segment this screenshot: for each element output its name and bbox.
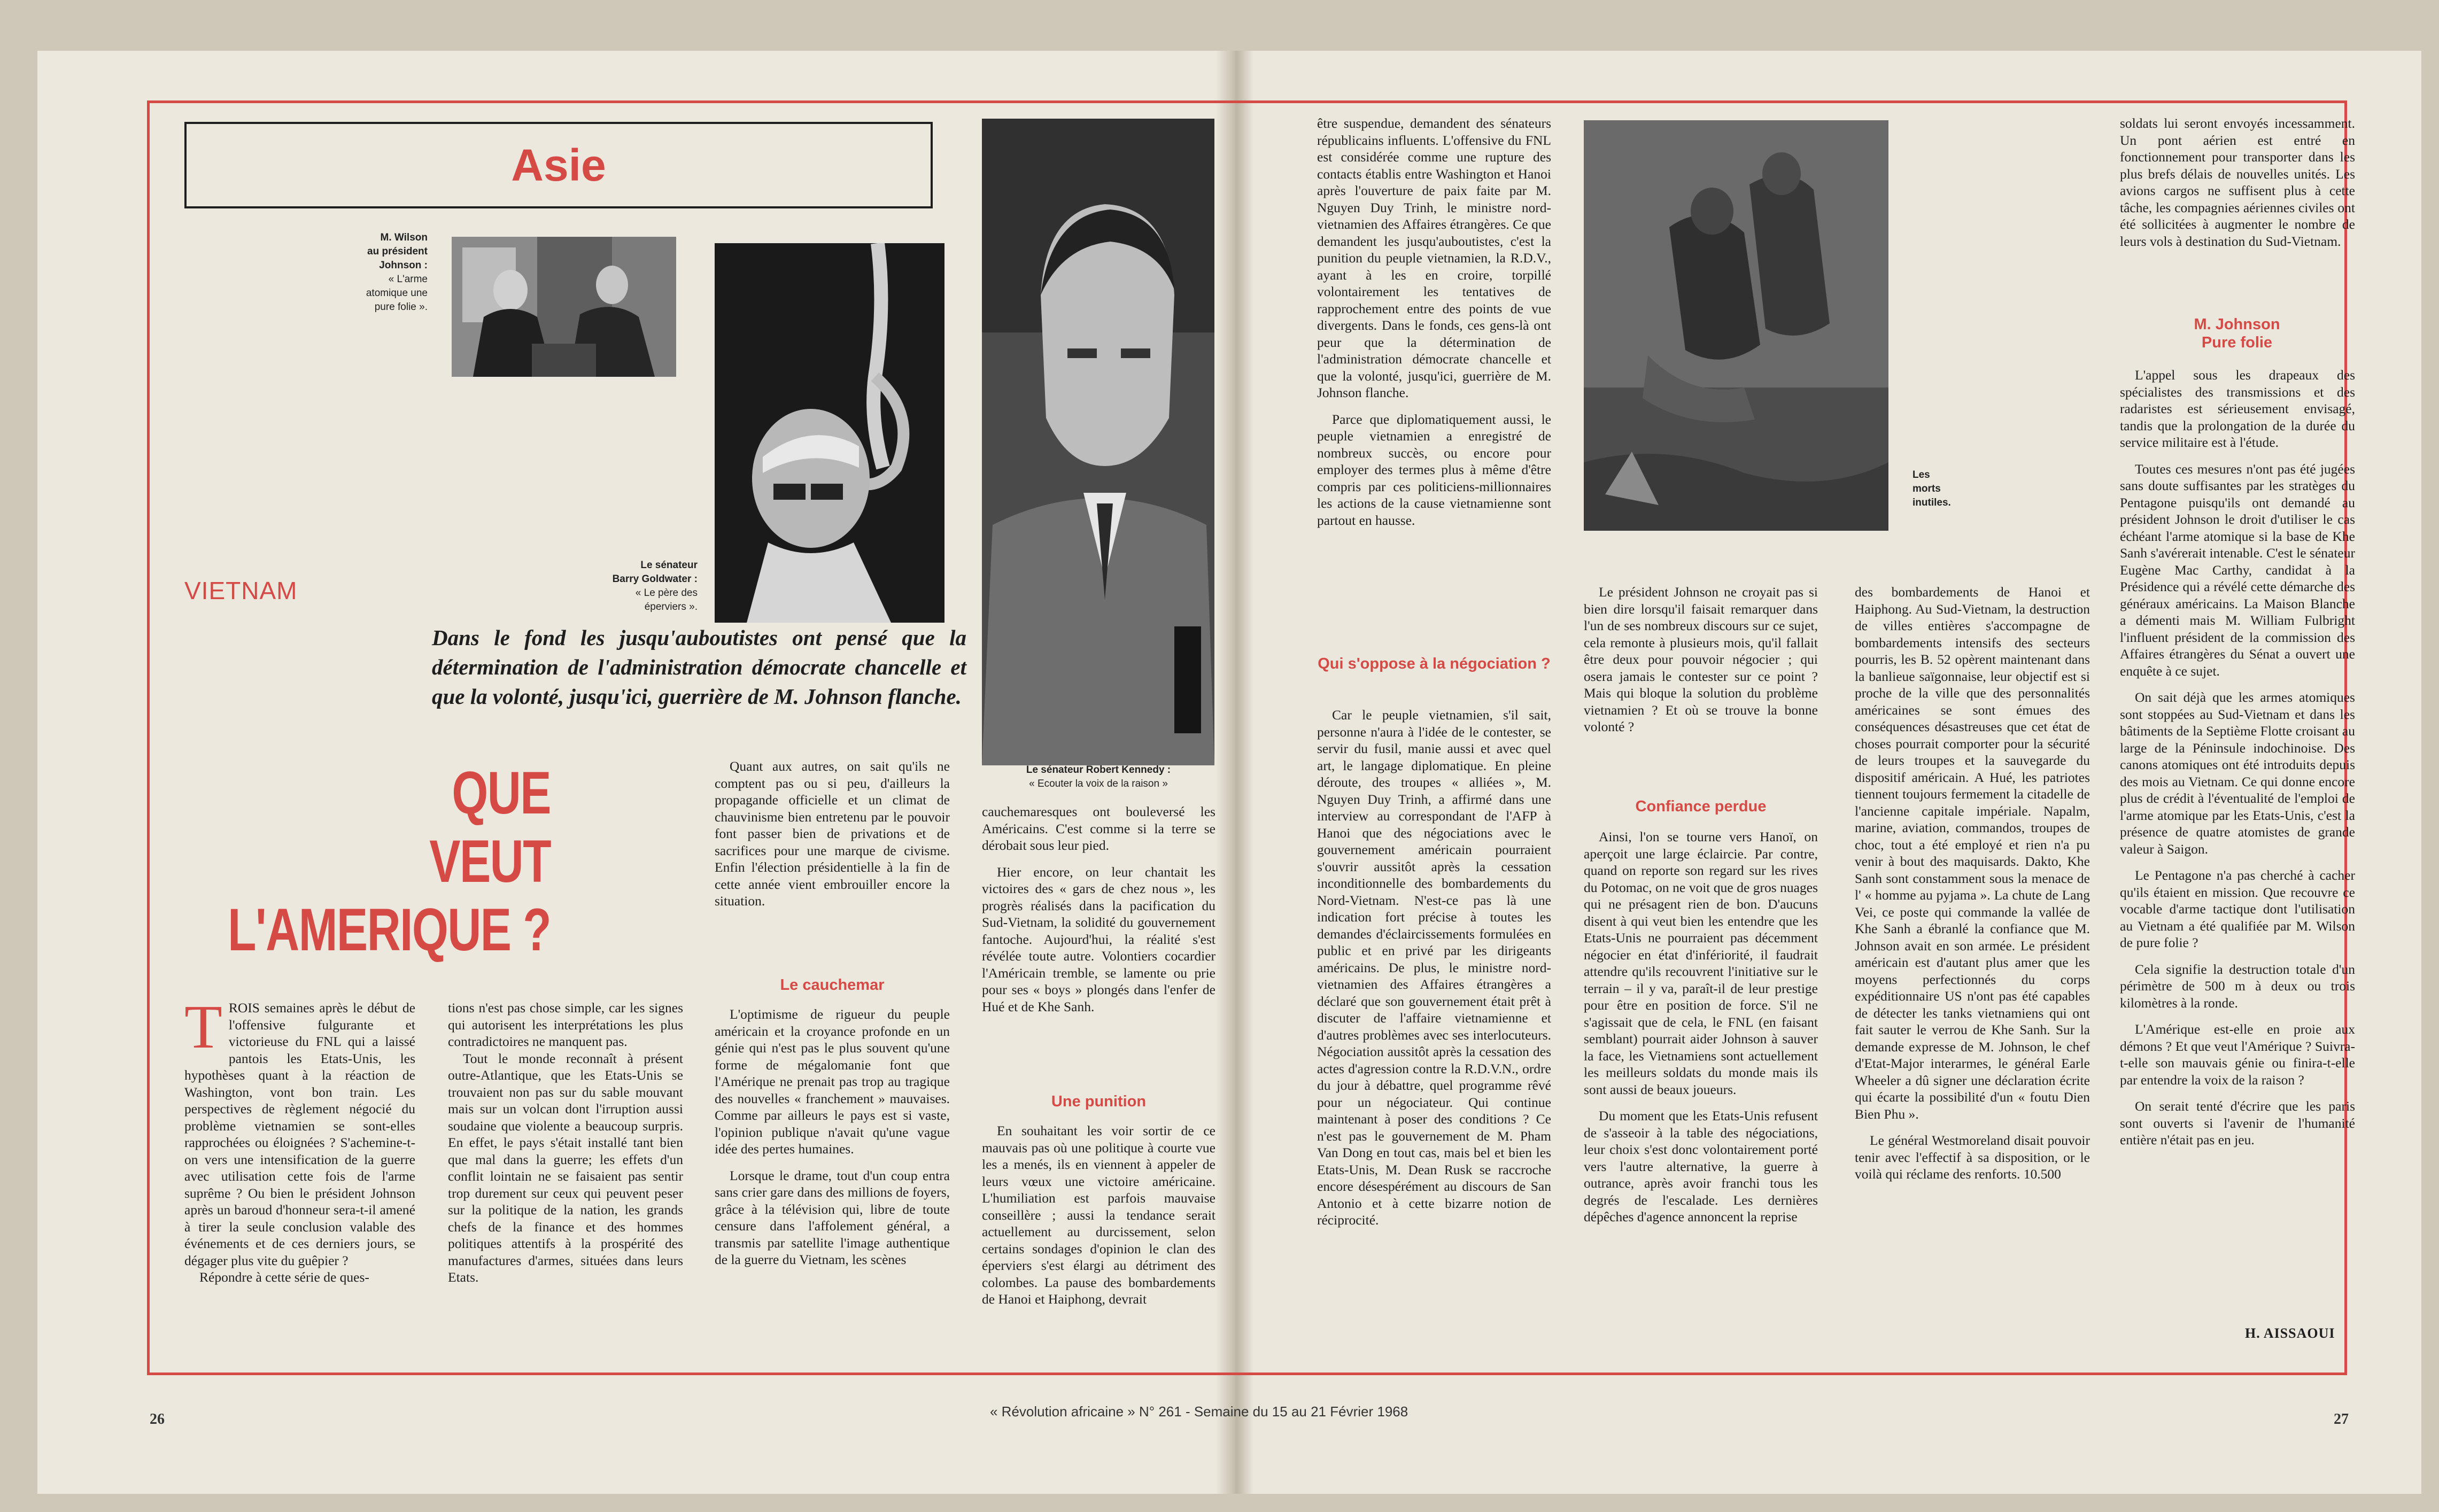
author-signature: H. AISSAOUI bbox=[2245, 1325, 2335, 1341]
column-6-text-b: Ainsi, l'on se tourne vers Hanoï, on aperçoit une large éclaircie. Par contre, quand on reporte son regard sur les rives du Potomac, on ne voit que de gros nuages qui ne présagent rien de bon. D'aucuns disent à qui veut bien les entendre que les Etats-Unis ne pourraient pas décemment négocier en état d'infériorité, il faudrait attendre qu'ils recouvrent l'initiative sur le terrain – il y va, paraît-il de leur prestige pour être en position de force. S'il ne s'agissait que de cela, le FNL (en faisant semblant) pourrait aider Johnson à sauver la face, les Vietnamiens sont actuellement les meilleurs soldats du monde mais ils sont aussi de beaux joueurs. bbox=[1584, 829, 1818, 1097]
column-4-text-a: cauchemaresques ont bouleversé les Américains. C'est comme si la terre se dérobait sous leur pied. bbox=[982, 804, 1215, 853]
column-6-text-c: Du moment que les Etats-Unis refusent de s'asseoir à la table des négociations, leur choix s'est donc volontairement porté vers l'autre alternative, la guerre à outrance, après avoir franchi tous les degrés de l'escalade. Les dernières dépêches d'agence annoncent la reprise bbox=[1584, 1108, 1818, 1224]
column-7-text-a: des bombardements de Hanoi et Haiphong. Au Sud-Vietnam, la destruction de villes entières s'accompagne de bombardements intensifs des secteurs pourris, les B. 52 opèrent maintenant dans la banlieue saïgonnaise, leur objectif est si proche de la ville que des personnalités américaines se sont émues des conséquences désastreuses que cet état de choses pourrait comporter pour la sécurité de leurs troupes et la sauvegarde du dispositif américain. A Hué, les patriotes tiennent toujours fermement la citadelle de l'ancienne capitale impériale. Napalm, marine, aviation, commandos, troupes de choc, tout a été employé et rien n'a pu venir à bout des maquisards. Dakto, Khe Sanh sont constamment sous la menace de l' « homme au pyjama ». La chute de Lang Vei, ce poste qui commande la vallée de Khe Sanh a ébranlé la confiance que M. Johnson avait en son armée. Le président américain est d'autant plus amer que les moyens perfectionnés du corps expéditionnaire US n'ont pas été capables de détecter les tanks vietnamiens qui ont fait sauter le verrou de Khe Sanh. Sur la demande expresse de M. Johnson, le chef d'Etat-Major interarmes, le général Earle Wheeler a dû signer une déclaration écrite qui écarte la possibilité d'un « foutu Dien Bien Phu ». bbox=[1855, 584, 2090, 1122]
column-1 bbox=[184, 999, 415, 1363]
drop-cap: T bbox=[184, 999, 222, 1061]
column-8-text-b: L'appel sous les drapeaux des spécialistes des transmissions et des radaristes est sérieusement envisagé, tandis que la prolongation de la durée du service militaire est à l'étude. bbox=[2120, 367, 2355, 450]
column-8-text-g: L'Amérique est-elle en proie aux démons ? Et que veut l'Amérique ? Suivra-t-elle son mauvais génie ou finira-t-elle par entendre la voix de la raison ? bbox=[2120, 1021, 2355, 1088]
soldiers-photo bbox=[1584, 120, 1888, 531]
column-6-text-a: Le président Johnson ne croyait pas si bien dire lorsqu'il faisait remarquer dans l'un de ses nombreux discours sur ce sujet, cela remonte à plusieurs mois, qu'il fallait être deux pour pouvoir négocier ; qui osera jamais le contester sur ce point ? Mais qui bloque la solution du problème vietnamien ? Et où se trouve la bonne volonté ? bbox=[1584, 584, 1818, 734]
column-8-text-e: Le Pentagone n'a pas cherché à cacher qu'ils étaient en mission. Que recouvre ce vocable d'arme tactique dont l'utilisation au Vietnam a été qualifiée par M. Wilson de pure folie ? bbox=[2120, 867, 2355, 950]
headline-line2: VEUT bbox=[429, 828, 551, 895]
column-5-text-b: Parce que diplomatiquement aussi, le peuple vietnamien a enregistré de nombreux succès, ou encore pour employer des termes plus à même d'être compris par ces politiciens-millionnaires les actions de la cause vietnamienne sont partout en hausse. bbox=[1317, 411, 1551, 528]
column-3-text-b: L'optimisme de rigueur du peuple américain et la croyance profonde en un génie qui n'est pas le plus souvent qu'une forme de mégalomanie font que l'Amérique ne prenait pas trop au tragique des nouvelles « franchement » mauvaises. Comme par ailleurs le pays est si vaste, l'opinion publique n'avait qu'une vague idée des pertes humaines. bbox=[715, 1006, 950, 1157]
column-8-text-d: On sait déjà que les armes atomiques sont stoppées au Sud-Vietnam et dans les bâtiments de la Septième Flotte croisant au large de la Péninsule indochinoise. Des canons atomiques ont été introduits depuis des mois au Vietnam. Ce qui donne encore plus de crédit à l'éventualité de l'emploi de l'arme atomique par les Etats-Unis, c'est la présence de quatre atomistes de grande valeur à Saigon. bbox=[2120, 689, 2355, 857]
column-4-lower bbox=[982, 1122, 1215, 1363]
headline-line1: QUE bbox=[452, 759, 551, 826]
section-title: Asie bbox=[511, 139, 606, 190]
column-8-text-a: soldats lui seront envoyés incessamment. Un pont aérien est entré en fonctionnement pour transporter dans les plus brefs délais de nouvelles unités. Les avions cargos ne suffisent plus à cette tâche, les compagnies aériennes civiles ont été sollicitées à augmenter le nombre de leurs vols à destination du Sud-Vietnam. bbox=[2120, 115, 2355, 249]
column-3-lower bbox=[715, 1006, 950, 1363]
column-2-text-a: tions n'est pas chose simple, car les signes qui autorisent les interprétations les plus contradictoires ne manquent pas. bbox=[448, 1000, 683, 1049]
column-4-text-c: En souhaitant les voir sortir de ce mauvais pas où une politique à courte vue les a menés, ils en viennent à appeler de leurs vœux une victoire américaine. L'humiliation est parfois mauvaise conseillère ; aussi la tendance serait actuellement au durcissement, selon certains sondages d'opinion le clan des éperviers s'est élargi au détriment des colombes. La pause des bombardements de Hanoi et Haiphong, devrait bbox=[982, 1123, 1215, 1307]
column-5-lower bbox=[1317, 707, 1551, 1363]
column-8 bbox=[2120, 115, 2355, 310]
page-number-right: 27 bbox=[2334, 1411, 2349, 1428]
subhead-confiance: Confiance perdue bbox=[1635, 798, 1767, 815]
column-8-text-c: Toutes ces mesures n'ont pas été jugées sans doute suffisantes par les stratèges du Pentagone puisqu'ils ont demandé au président Johnson le droit d'utiliser le cas échéant l'arme atomique si la base de Khe Sanh s'avérerait intenable. C'est le sénateur Eugène Mac Carthy, candidat à la Présidence qui a révélé cette démarche des généraux américains. La Maison Blanche a démenti mais M. William Fulbright l'influent président de la commission des Affaires étrangères du Sénat a ouvert une enquête à ce sujet. bbox=[2120, 461, 2355, 679]
column-4-text-b: Hier encore, on leur chantait les victoires des « gars de chez nous », les progrès réalisés dans la pacification du Sud-Vietnam, la solidité du gouvernement fantoche. Aujourd'hui, la réalité s'est révélée toute autre. Volontiers cocardier l'Américain tremble, se lamente ou prie pour ses « boys » plongés dans l'enfer de Hué et de Khe Sanh. bbox=[982, 864, 1215, 1014]
column-8-text-f: Cela signifie la destruction totale d'un périmètre de 500 m à deux ou trois kilomètres à la ronde. bbox=[2120, 961, 2355, 1011]
column-8-lower bbox=[2120, 367, 2355, 1323]
subhead-oppose: Qui s'oppose à la négociation ? bbox=[1318, 655, 1551, 672]
column-1-tail: Répondre à cette série de ques- bbox=[199, 1269, 369, 1285]
kennedy-caption: Le sénateur Robert Kennedy : « Ecouter la voix de la raison » bbox=[1026, 764, 1171, 789]
subhead-cauchemar: Le cauchemar bbox=[780, 976, 885, 994]
column-2-text-b: Tout le monde reconnaît à présent outre-Atlantique, que les Etats-Unis se trouvaient non pas sur du sable mouvant mais sur un volcan dont l'irruption aussi soudaine que violente a beaucoup surpris. En effet, le pays s'était installé tant bien que mal dans la guerre; les effets d'un conflit lointain ne se faisaient pas sentir trop durement sur ceux qui peuvent peser sur la politique de la nation, les grands chefs de la finance et des hommes politiques attentifs à la prospérité des manufactures d'armes, situées dans leurs Etats. bbox=[448, 1050, 683, 1285]
goldwater-photo bbox=[715, 243, 944, 623]
headline-line3: L'AMERIQUE ? bbox=[228, 896, 551, 963]
column-5-text-a: être suspendue, demandent des sénateurs républicains influents. L'offensive du FNL est considérée comme une rupture des contacts établis entre Washington et Hanoi après l'ouverture de paix faite par M. Nguyen Duy Trinh, le ministre nord-vietnamien des Affaires étrangères. Ce que demandent les jusqu'auboutistes, c'est la punition du peuple vietnamien, la R.D.V., ayant à les en croire, torpillé volontairement les tentatives de rapprochement entre des points de vue divergents. Dans le fonds, ces gens-là ont peur que la détermination de l'administration démocrate chancelle et que la volonté, jusqu'ici, guerrière de M. Johnson flanche. bbox=[1317, 115, 1551, 400]
column-3-text-c: Lorsque le drame, tout d'un coup entra sans crier gare dans des millions de foyers, grâce à la télévision qui, libre de toute censure dans l'affolement général, a transmis par satellite l'image authentique de la guerre du Vietnam, les scènes bbox=[715, 1167, 950, 1267]
column-5 bbox=[1317, 115, 1551, 629]
column-7 bbox=[1855, 584, 2090, 1363]
column-5-text-c: Car le peuple vietnamien, s'il sait, personne n'aura à l'idée de le contester, se servir du fusil, manie aussi et avec quel art, le langage diplomatique. En pleine déroute, des troupes « alliées », M. Nguyen Duy Trinh, a affirmé dans une interview au correspondant de l'AFP à Hanoi que des négociations avec le gouvernement américain pourraient s'ouvrir aussitôt après la cessation inconditionnelle des bombardements du Nord-Vietnam. N'est-ce pas là une indication fort précise à toutes les demandes d'éclaircissements formulées en public et en privé par les dirigeants américains. De plus, le ministre nord-vietnamien des Affaires étrangères a déclaré que son gouvernement était prêt à discuter de l'affaire vietnamienne et d'autres problèmes avec ses interlocuteurs. Négociation aussitôt après la cessation des actes d'agression contre la R.D.V.N., ordre du jour à débattre, quel programme rêvé pour un négociateur. Qui continue maintenant à poser des conditions ? Ce n'est pas le gouvernement de M. Pham Van Dong en tout cas, mais bel et bien les Etats-Unis, M. Dean Rusk se raccroche encore désespérément au discours de San Antonio et à cette bizarre notion de réciprocité. bbox=[1317, 707, 1551, 1228]
wilson-johnson-photo bbox=[452, 237, 676, 377]
column-1-text: ROIS semaines après le début de l'offensive fulgurante et victorieuse du FNL qui a laissé pantois les Etats-Unis, les hypothèses quant à la réaction de Washington, vont bon train. Les perspectives de règlement négocié du problème vietnamien se sont-elles rapprochées ou éloignées ? S'achemine-t-on vers une intensification de la guerre avec utilisation cette fois de l'arme suprême ? Ou bien le président Johnson après un baroud d'honneur sera-t-il amené à tirer la seule conclusion valable des événements et de ces derniers jours, se dégager plus vite du guêpier ? bbox=[184, 1000, 415, 1268]
column-4 bbox=[982, 803, 1215, 1082]
goldwater-caption: Le sénateur Barry Goldwater : « Le père des éperviers ». bbox=[612, 560, 698, 612]
publication-footer: « Révolution africaine » N° 261 - Semaine du 15 au 21 Février 1968 bbox=[990, 1404, 1408, 1420]
soldiers-caption: Les morts inutiles. bbox=[1913, 469, 1951, 508]
wilson-caption: M. Wilson au président Johnson : « L'arme atomique une pure folie ». bbox=[366, 232, 428, 313]
column-3-text-a: Quant aux autres, on sait qu'ils ne comptent pas ou si peu, d'ailleurs la propagande officielle et un climat de chauvinisme bien entretenu par le pouvoir font passer bien de privations et de sacrifices pour une marque de civisme. Enfin l'élection présidentielle à la fin de cette année vient embrouiller encore la situation. bbox=[715, 758, 950, 909]
article-intro: Dans le fond les jusqu'auboutistes ont pensé que la détermination de l'administration démocrate chancelle et que la volonté, jusqu'ici, guerrière de M. Johnson flanche. bbox=[432, 625, 966, 709]
column-3 bbox=[715, 758, 950, 971]
column-6 bbox=[1584, 584, 1818, 787]
kennedy-photo bbox=[982, 119, 1214, 765]
subhead-pure-folie: M. Johnson Pure folie bbox=[2194, 316, 2280, 351]
page-number-left: 26 bbox=[150, 1411, 165, 1428]
column-2 bbox=[448, 999, 683, 1363]
subhead-punition: Une punition bbox=[1051, 1093, 1147, 1110]
column-8-text-h: On serait tenté d'écrire que les paris sont ouverts si l'avenir de l'humanité entière n'était pas en jeu. bbox=[2120, 1098, 2355, 1147]
section-header-box bbox=[184, 122, 933, 208]
section-label-vietnam: VIETNAM bbox=[184, 577, 298, 604]
column-7-text-b: Le général Westmoreland disait pouvoir tenir avec l'effectif à sa disposition, or le voilà qui réclame des renforts. 10.500 bbox=[1855, 1133, 2090, 1182]
column-6-lower bbox=[1584, 828, 1818, 1363]
